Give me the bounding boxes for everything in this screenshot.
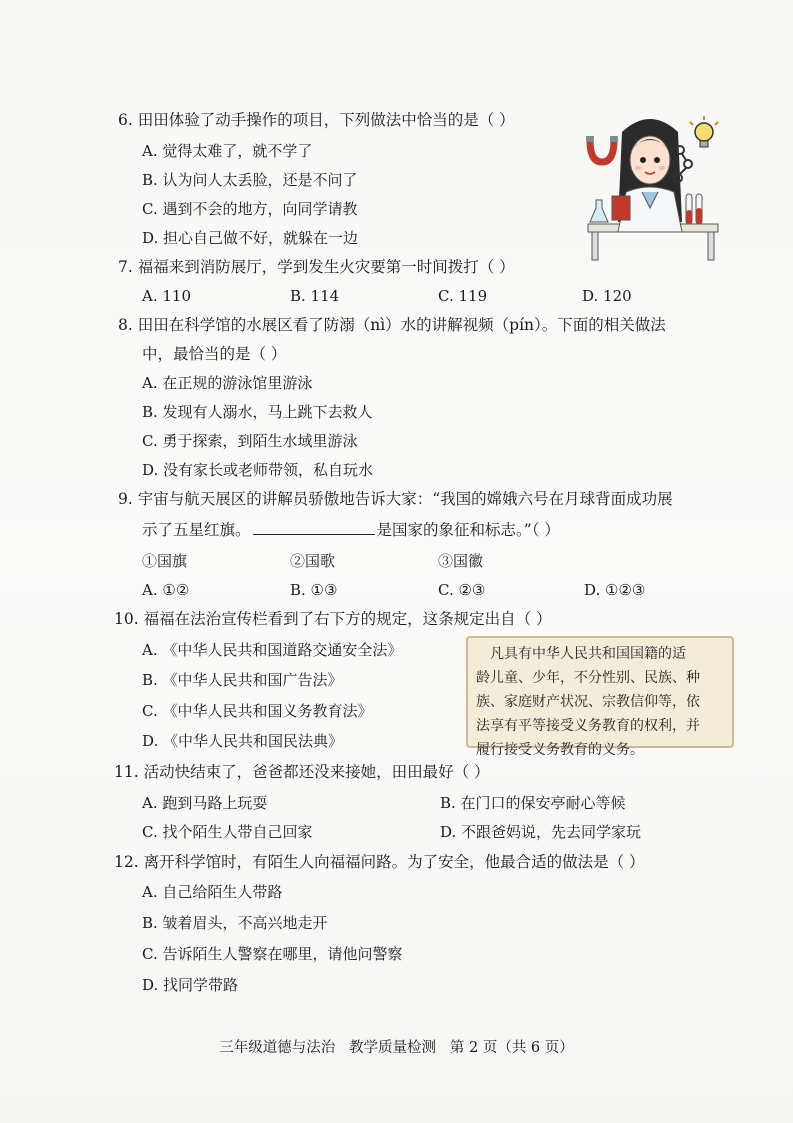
question-9-stem-line2-part2: 是国家的象征和标志。”（ ） (376, 521, 560, 539)
question-11-option-d: D. 不跟爸妈说，先去同学家玩 (440, 823, 642, 841)
law-line: 凡具有中华人民共和国国籍的适 (476, 646, 686, 662)
scientist-girl-illustration (582, 112, 722, 262)
law-line: 龄儿童、少年，不分性别、民族、种 (476, 670, 700, 686)
question-12-option-c: C. 告诉陌生人警察在哪里，请他问警察 (142, 945, 403, 963)
question-6-option-d: D. 担心自己做不好，就躲在一边 (142, 229, 359, 247)
question-7-option-a: A. 110 (142, 287, 191, 305)
question-10-stem: 10. 福福在法治宣传栏看到了右下方的规定，这条规定出自（ ） (114, 610, 552, 628)
question-9-item-3: ③国徽 (438, 552, 484, 570)
law-line: 族、家庭财产状况、宗教信仰等，依 (476, 694, 700, 710)
question-6-option-b: B. 认为问人太丢脸，还是不问了 (142, 171, 358, 189)
question-11-stem: 11. 活动快结束了，爸爸都还没来接她，田田最好（ ） (114, 763, 490, 781)
question-9-option-a: A. ①② (142, 581, 190, 599)
question-7-option-c: C. 119 (438, 287, 488, 305)
question-9-stem-line1: 9. 宇宙与航天展区的讲解员骄傲地告诉大家：“我国的嫦娥六号在月球背面成功展 (118, 490, 673, 508)
question-11-option-b: B. 在门口的保安亭耐心等候 (440, 794, 626, 812)
question-12-option-a: A. 自己给陌生人带路 (142, 883, 283, 901)
question-7-option-d: D. 120 (582, 287, 632, 305)
question-10-option-d: D. 《中华人民共和国民法典》 (142, 732, 344, 750)
question-7-stem: 7. 福福来到消防展厅，学到发生火灾要第一时间拨打（ ） (118, 258, 515, 276)
question-8-option-c: C. 勇于探索，到陌生水域里游泳 (142, 432, 358, 450)
question-9-stem-line2-part1: 示了五星红旗。 (142, 521, 251, 539)
question-12-stem: 12. 离开科学馆时，有陌生人向福福问路。为了安全，他最合适的做法是（ ） (114, 853, 645, 871)
question-11-option-a: A. 跑到马路上玩耍 (142, 794, 268, 812)
question-8-stem-line1: 8. 田田在科学馆的水展区看了防溺（nì）水的讲解视频（pín）。下面的相关做法 (118, 316, 666, 334)
question-6-option-a: A. 觉得太难了，就不学了 (142, 142, 313, 160)
question-8-stem-line2: 中，最恰当的是（ ） (142, 345, 287, 363)
question-8-option-b: B. 发现有人溺水，马上跳下去救人 (142, 403, 373, 421)
question-9-option-d: D. ①②③ (584, 581, 646, 599)
question-10-option-a: A. 《中华人民共和国道路交通安全法》 (142, 641, 403, 659)
question-8-option-a: A. 在正规的游泳馆里游泳 (142, 374, 313, 392)
question-12-option-d: D. 找同学带路 (142, 976, 239, 994)
question-9-option-b: B. ①③ (290, 581, 338, 599)
question-6-option-c: C. 遇到不会的地方，向同学请教 (142, 200, 358, 218)
question-12-option-b: B. 皱着眉头，不高兴地走开 (142, 914, 328, 932)
question-10-option-c: C. 《中华人民共和国义务教育法》 (142, 702, 373, 720)
answer-blank (253, 520, 375, 535)
question-9-item-1: ①国旗 (142, 552, 188, 570)
law-line: 法享有平等接受义务教育的权利，并 (476, 718, 700, 734)
question-8-option-d: D. 没有家长或老师带领，私自玩水 (142, 461, 374, 479)
question-11-option-c: C. 找个陌生人带自己回家 (142, 823, 313, 841)
law-excerpt-box (466, 636, 734, 758)
question-6-stem: 6. 田田体验了动手操作的项目，下列做法中恰当的是（ ） (118, 111, 515, 129)
law-line: 履行接受义务教育的义务。 (476, 742, 644, 758)
question-7-option-b: B. 114 (290, 287, 340, 305)
question-10-option-b: B. 《中华人民共和国广告法》 (142, 671, 343, 689)
question-9-option-c: C. ②③ (438, 581, 486, 599)
page-footer: 三年级道德与法治 教学质量检测 第 2 页（共 6 页） (219, 1040, 574, 1056)
question-9-stem-line2 (142, 520, 560, 540)
question-9-item-2: ②国歌 (290, 552, 336, 570)
